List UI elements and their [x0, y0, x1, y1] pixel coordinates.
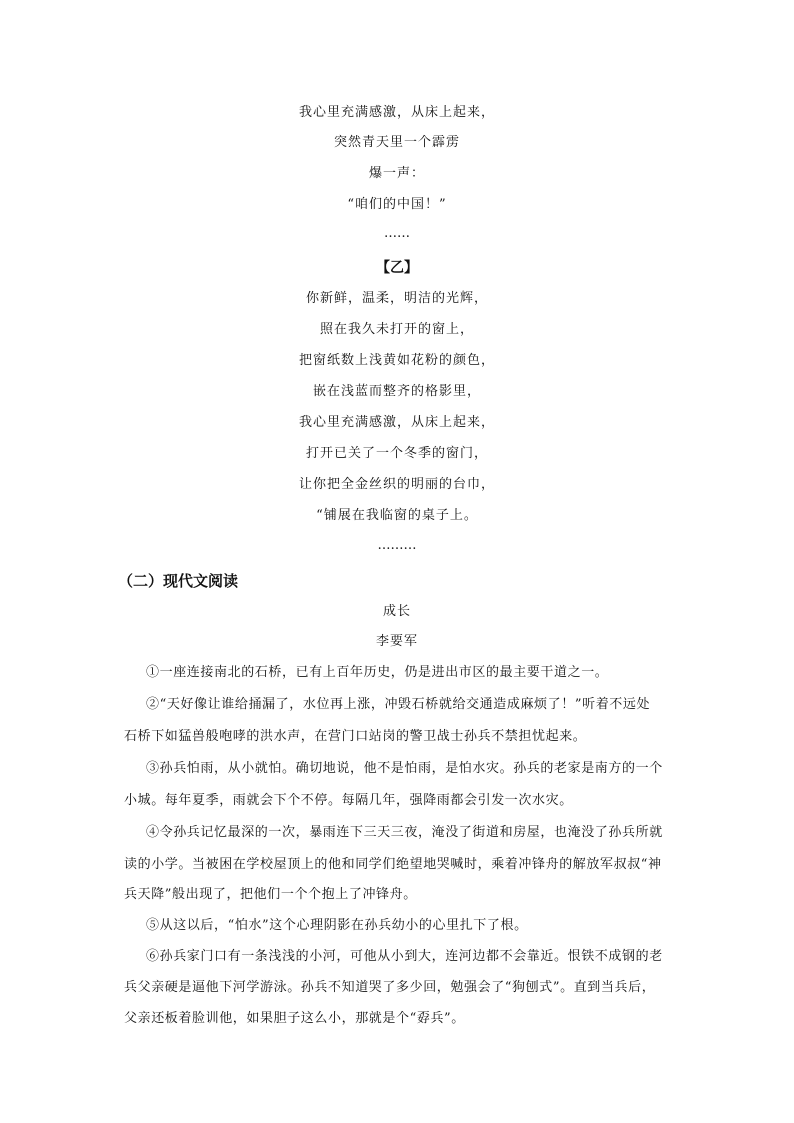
poem-b-line: 照在我久未打开的窗上，	[319, 322, 474, 337]
poem-b-line: 让你把全金丝织的明丽的台巾，	[298, 477, 495, 492]
paragraph-line: ①一座连接南北的石桥，已有上百年历史，仍是进出市区的最主要干道之一。	[146, 665, 609, 680]
paragraph-line: ⑤从这以后，“怕水”这个心理阴影在孙兵幼小的心里扎下了根。	[146, 918, 528, 933]
paragraph-line: 兵天降”般出现了，把他们一个个抱上了冲锋舟。	[124, 887, 417, 902]
poem-b-ellipsis: ………	[377, 538, 417, 553]
paragraph-line: ⑥孙兵家门口有一条浅浅的小河，可他从小到大，连河边都不会靠近。恨铁不成钢的老	[146, 949, 663, 964]
paragraph-line: 石桥下如猛兽般咆哮的洪水声，在营门口站岗的警卫战士孙兵不禁担忧起来。	[124, 729, 587, 744]
poem-b-line: 我心里充满感激，从床上起来，	[298, 415, 495, 430]
poem-a-ellipsis: ……	[384, 226, 410, 241]
story-title: 成长	[382, 604, 411, 619]
poem-b-title: 【乙】	[376, 260, 418, 276]
paragraph-line: ②“天好像让谁给捅漏了，水位再上涨，冲毁石桥就给交通造成麻烦了！”听着不远处	[146, 697, 651, 712]
poem-b-line: 把窗纸数上浅黄如花粉的颜色，	[298, 353, 495, 368]
paragraph-line: 父亲还板着脸训他，如果胆子这么小，那就是个“孬兵”。	[124, 1011, 465, 1026]
poem-a-line: 爆一声：	[368, 166, 425, 181]
paragraph-line: 读的小学。当被困在学校屋顶上的他和同学们绝望地哭喊时，乘着冲锋舟的解放军叔叔“神	[124, 857, 662, 872]
paragraph-line: ④令孙兵记忆最深的一次，暴雨连下三天三夜，淹没了街道和房屋，也淹没了孙兵所就	[146, 825, 663, 840]
poem-b-line: 打开已关了一个冬季的窗门，	[305, 446, 488, 461]
poem-a-line: 突然青天里一个霹雳	[333, 135, 460, 150]
poem-a-line: 我心里充满感激，从床上起来，	[298, 105, 495, 120]
poem-b-line: 嵌在浅蓝而整齐的格影里，	[312, 384, 481, 399]
poem-a-line: “咱们的中国！”	[347, 197, 447, 212]
story-author: 李要军	[375, 634, 418, 649]
paragraph-line: ③孙兵怕雨，从小就怕。确切地说，他不是怕雨，是怕水灾。孙兵的老家是南方的一个	[146, 761, 663, 776]
paragraph-line: 小城。每年夏季，雨就会下个不停。每隔几年，强降雨都会引发一次水灾。	[124, 793, 573, 808]
poem-b-line: “铺展在我临窗的桌子上。	[316, 508, 478, 523]
paragraph-line: 兵父亲硬是逼他下河学游泳。孙兵不知道哭了多少回，勉强会了“狗刨式”。直到当兵后，	[124, 980, 656, 995]
poem-b-line: 你新鲜，温柔，明洁的光辉，	[305, 291, 488, 306]
section-heading: （二）现代文阅读	[118, 572, 239, 590]
